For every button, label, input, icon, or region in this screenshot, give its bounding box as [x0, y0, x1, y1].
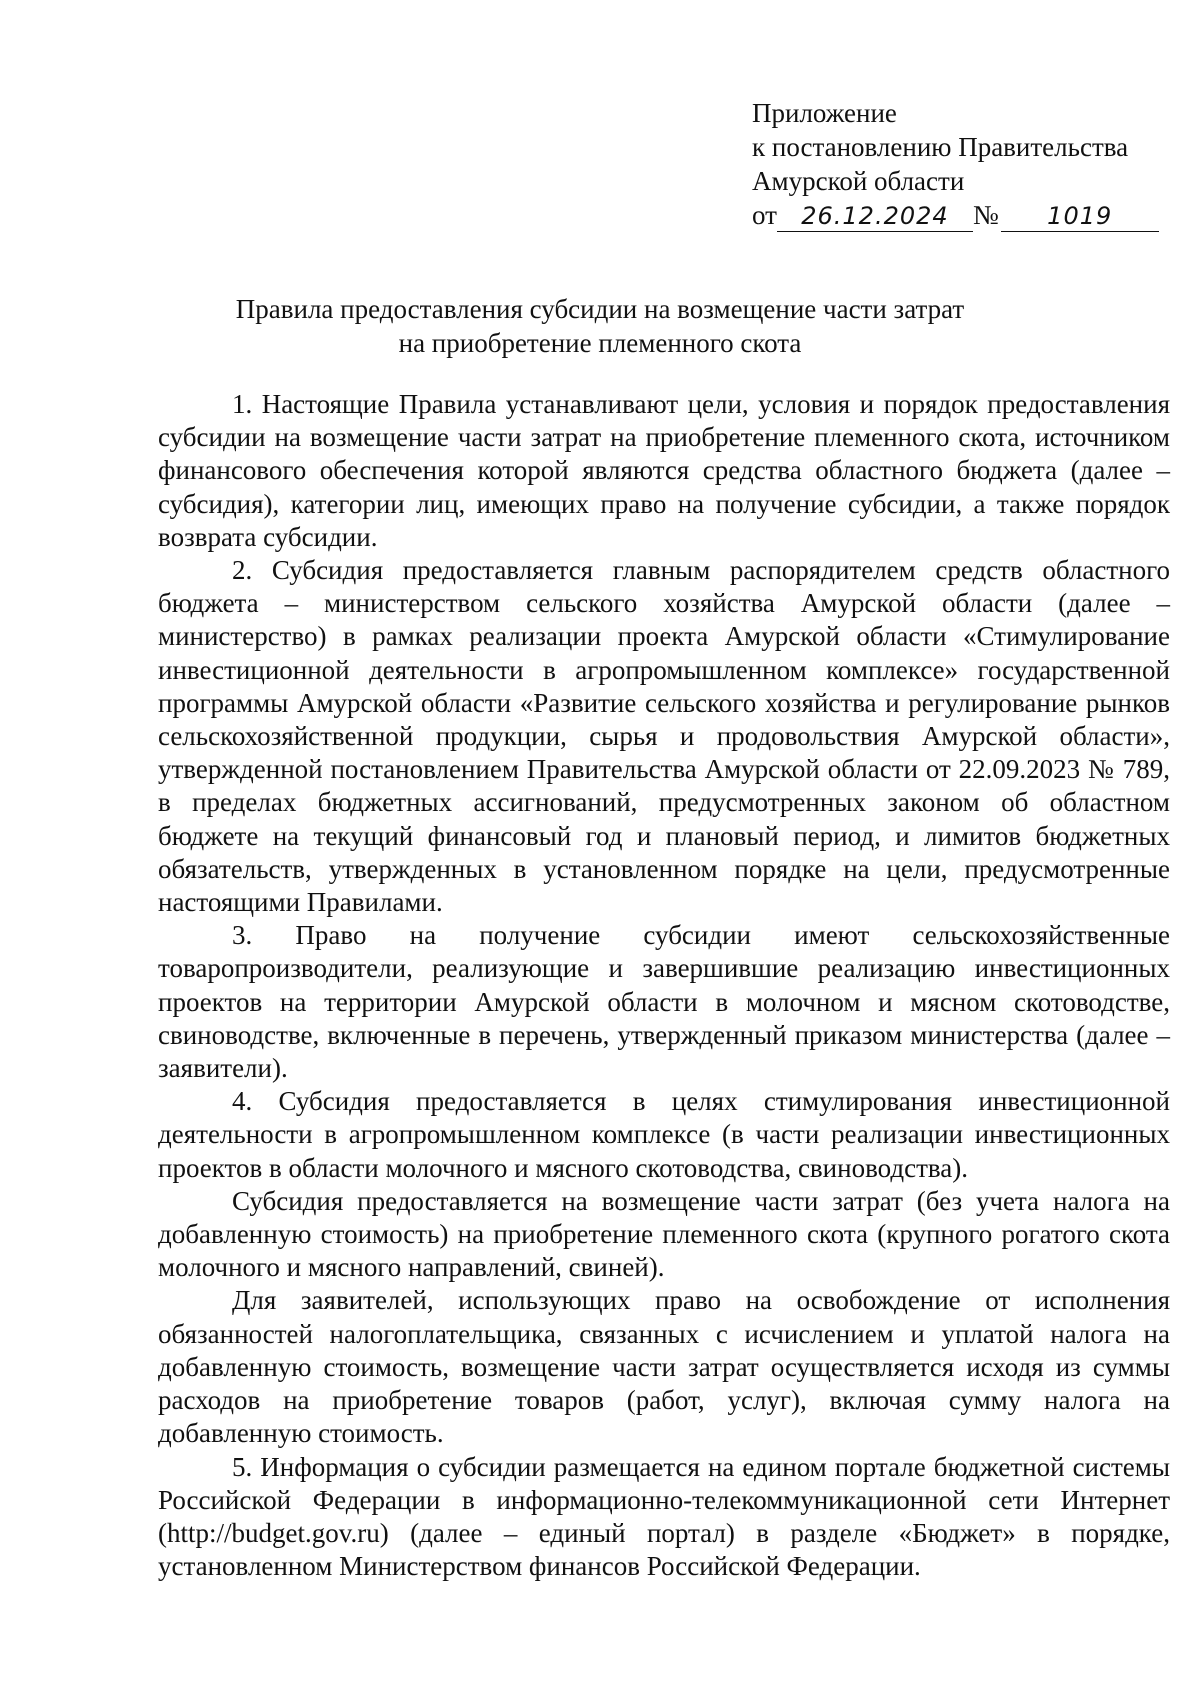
paragraph-2: 2. Субсидия предоставляется главным распорядителем средств областного бюджета – министерством сельского хозяйства Амурской области (далее – министерство) в рамках реализации проекта Амурской области «Стимулирование инвестиционной деятельности в агропромышленном комплексе» государственной программы Амурской области «Развитие сельского хозяйства и регулирование рынков сельскохозяйственной продукции, сырья и продовольствия Амурской области», утвержденной постановлением Правительства Амурской области от 22.09.2023 № 789, в пределах бюджетных ассигнований, предусмотренных законом об областном бюджете на текущий финансовый год и плановый период, и лимитов бюджетных обязательств, утвержденных в установленном порядке на цели, предусмотренные настоящими Правилами. — [158, 555, 1170, 918]
approval-date-number-line — [752, 198, 1172, 232]
paragraph-4-purpose: Субсидия предоставляется на возмещение части затрат (без учета налога на добавленную стоимость) на приобретение племенного скота (крупного рогатого скота молочного и мясного направлений, свиней). — [158, 1185, 1170, 1283]
document-title — [160, 292, 1040, 360]
handwritten-date: 26.12.2024 — [777, 201, 973, 232]
paragraph-4: 4. Субсидия предоставляется в целях стимулирования инвестиционной деятельности в агропромышленном комплексе (в части реализации инвестиционных проектов в области молочного и мясного скотоводства, свиноводства). — [158, 1086, 1170, 1183]
approval-stamp-block — [752, 96, 1172, 232]
approval-line-appendix: Приложение — [752, 98, 897, 128]
approval-from-prefix: от — [752, 200, 777, 230]
number-sign: № — [972, 200, 999, 230]
approval-line-decree: к постановлению Правительства — [752, 132, 1129, 162]
title-line-2: на приобретение племенного скота — [398, 328, 802, 358]
paragraph-4-vat: Для заявителей, использующих право на освобождение от исполнения обязанностей налогоплательщика, связанных с исчислением и уплатой налога на добавленную стоимость, возмещение части затрат осуществляется исходя из суммы расходов на приобретение товаров (работ, услуг), включая сумму налога на добавленную стоимость. — [158, 1285, 1170, 1449]
approval-line-region: Амурской области — [752, 166, 965, 196]
document-body — [158, 388, 1170, 1583]
paragraph-3: 3. Право на получение субсидии имеют сельскохозяйственные товаропроизводители, реализующие и завершившие реализацию инвестиционных проектов на территории Амурской области в молочном и мясном скотоводстве, свиноводстве, включенные в перечень, утвержденный приказом министерства (далее – заявители). — [158, 920, 1170, 1084]
title-line-1: Правила предоставления субсидии на возмещение части затрат — [235, 294, 965, 324]
paragraph-1: 1. Настоящие Правила устанавливают цели, условия и порядок предоставления субсидии на возмещение части затрат на приобретение племенного скота, источником финансового обеспечения которой являются средства областного бюджета (далее – субсидия), категории лиц, имеющих право на получение субсидии, а также порядок возврата субсидии. — [158, 389, 1170, 552]
handwritten-number: 1019 — [1001, 201, 1159, 232]
paragraph-5: 5. Информация о субсидии размещается на едином портале бюджетной системы Российской Федерации в информационно-телекоммуникационной сети Интернет (http://budget.gov.ru) (далее – единый портал) в разделе «Бюджет» в порядке, установленном Министерством финансов Российской Федерации. — [158, 1451, 1170, 1582]
